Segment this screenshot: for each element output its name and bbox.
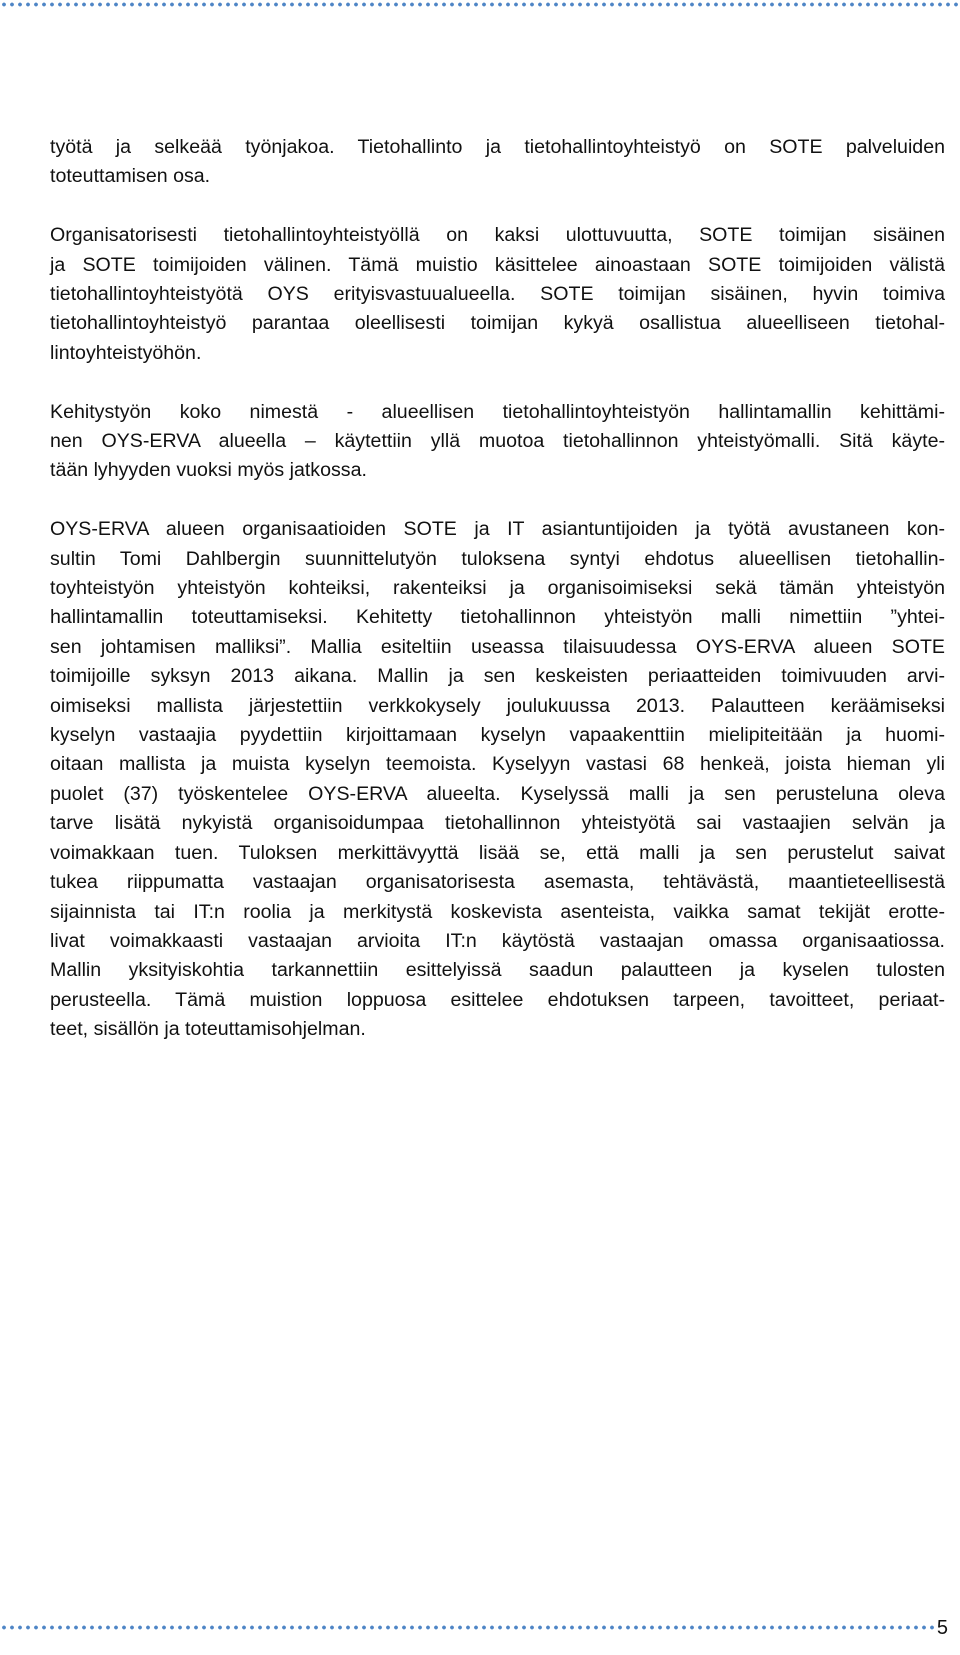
text-line: tietohallintoyhteistyö parantaa oleellisesti toimijan kykyä osallistua alueelliseen tietohal- [50,312,945,335]
text-line: tarve lisätä nykyistä organisoidumpaa tietohallinnon yhteistyötä sai vastaajien selvän ja [50,812,945,835]
text-line: toteuttamisen osa. [50,165,211,188]
text-line: Kehitystyön koko nimestä - alueellisen tietohallintoyhteistyön hallintamallin kehittämi- [50,400,945,423]
paragraph [50,133,945,192]
text-line: oimiseksi mallista järjestettiin verkkokysely joulukuussa 2013. Palautteen keräämiseksi [50,694,945,717]
bottom-dotted-rule [0,1625,935,1630]
text-line: puolet (37) työskentelee OYS-ERVA alueelta. Kyselyssä malli ja sen perusteluna oleva [50,782,945,805]
text-line: perusteella. Tämä muistion loppuosa esittelee ehdotuksen tarpeen, tavoitteet, periaat- [50,988,945,1011]
text-line: nen OYS-ERVA alueella – käytettiin yllä muotoa tietohallinnon yhteistyömalli. Sitä käyte- [50,430,945,453]
text-line: sijainnista tai IT:n roolia ja merkitystä koskevista asenteista, vaikka samat tekijät erotte- [50,900,945,923]
text-line: hallintamallin toteuttamiseksi. Kehitetty tietohallinnon yhteistyön malli nimettiin ”yhtei- [50,606,945,629]
text-line: kyselyn vastaajia pyydettiin kirjoittamaan kyselyn vapaakenttiin mielipiteitään ja huomi- [50,724,945,747]
paragraph [50,515,945,1044]
text-line: tietohallintoyhteistyötä OYS erityisvastuualueella. SOTE toimijan sisäinen, hyvin toimiva [50,283,945,306]
text-line: Organisatorisesti tietohallintoyhteistyöllä on kaksi ulottuvuutta, SOTE toimijan sisäinen [50,224,945,247]
text-line: OYS-ERVA alueen organisaatioiden SOTE ja IT asiantuntijoiden ja työtä avustaneen kon- [50,518,945,541]
text-line: tään lyhyyden vuoksi myös jatkossa. [50,459,367,482]
text-line: teet, sisällön ja toteuttamisohjelman. [50,1018,366,1041]
text-line: tukea riippumatta vastaajan organisatorisesta asemasta, tehtävästä, maantieteellisestä [50,871,945,894]
text-line: sultin Tomi Dahlbergin suunnittelutyön tuloksena syntyi ehdotus alueellisen tietohallin- [50,547,945,570]
paragraph [50,221,945,368]
text-line: toimijoille syksyn 2013 aikana. Mallin ja sen keskeisten periaatteiden toimivuuden arvi- [50,665,945,688]
text-line: ja SOTE toimijoiden välinen. Tämä muistio käsittelee ainoastaan SOTE toimijoiden välistä [50,253,945,276]
top-dotted-rule [0,2,960,7]
text-line: livat voimakkaasti vastaajan arvioita IT:n käytöstä vastaajan omassa organisaatiossa. [50,929,945,952]
text-line: sen johtamisen malliksi”. Mallia esiteltiin useassa tilaisuudessa OYS-ERVA alueen SOTE [50,635,945,658]
text-line: lintoyhteistyöhön. [50,341,202,364]
document-body [50,133,945,1074]
text-line: voimakkaan tuen. Tuloksen merkittävyyttä lisää se, että malli ja sen perustelut saivat [50,841,945,864]
text-line: Mallin yksityiskohtia tarkannettiin esittelyissä saadun palautteen ja kyselen tulosten [50,959,945,982]
paragraph [50,398,945,486]
text-line: työtä ja selkeää työnjakoa. Tietohallinto ja tietohallintoyhteistyö on SOTE palveluiden [50,136,945,158]
text-line: toyhteistyön yhteistyön kohteiksi, rakenteiksi ja organisoimiseksi sekä tämän yhteistyön [50,577,945,600]
page-number: 5 [936,1617,948,1639]
text-line: oitaan mallista ja muista kyselyn teemoista. Kyselyyn vastasi 68 henkeä, joista hieman yli [50,753,945,776]
